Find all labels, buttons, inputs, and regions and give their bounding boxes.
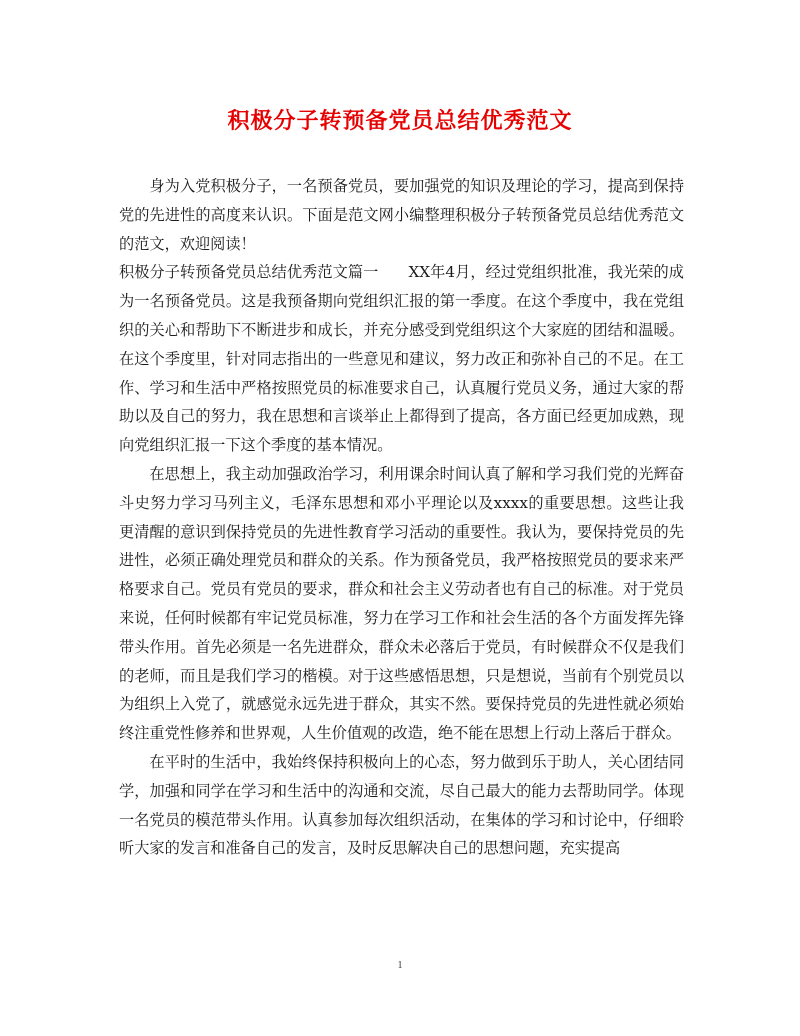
document-title: 积极分子转预备党员总结优秀范文 xyxy=(227,108,573,134)
paragraph-2: 在思想上，我主动加强政治学习，利用课余时间认真了解和学习我们党的光辉奋斗史努力学习马列主义，毛泽东思想和邓小平理论以及xxxx的重要思想。这些让我更清醒的意识到保持党员的先进性教育学习活动的重要性。我认为，要保持党员的先进性，必须正确处理党员和群众的关系。作为预备党员，我严格按照党员的要求来严格要求自己。党员有党员的要求，群众和社会主义劳动者也有自己的标准。对于党员来说，任何时候都有牢记党员标准，努力在学习工作和社会生活的各个方面发挥先锋带头作用。首先必须是一名先进群众，群众未必落后于党员，有时候群众不仅是我们的老师，而且是我们学习的楷模。对于这些感悟思想，只是想说，当前有个别党员以为组织上入党了，就感觉永远先进于群众，其实不然。要保持党员的先进性就必须始终注重党性修养和世界观，人生价值观的改造，绝不能在思想上行动上落后于群众。 xyxy=(119,464,684,743)
intro-paragraph: 身为入党积极分子，一名预备党员，要加强党的知识及理论的学习，提高到保持党的先进性的高度来认识。下面是范文网小编整理积极分子转预备党员总结优秀范文的范文，欢迎阅读！ xyxy=(119,177,684,253)
section-heading: 积极分子转预备党员总结优秀范文篇一 xyxy=(119,263,379,282)
paragraph-3: 在平时的生活中，我始终保持积极向上的心态，努力做到乐于助人，关心团结同学，加强和同学在学习和生活中的沟通和交流，尽自己最大的能力去帮助同学。体现一名党员的模范带头作用。认真参加每次组织活动，在集体的学习和讨论中，仔细聆听大家的发言和准备自己的发言，及时反思解决自己的思想问题，充实提高 xyxy=(119,752,684,858)
document-body xyxy=(119,172,684,863)
section-paragraph xyxy=(119,258,684,460)
paragraph-1: XX年4月，经过党组织批准，我光荣的成为一名预备党员。这是我预备期向党组织汇报的第一季度。在这个季度中，我在党组织的关心和帮助下不断进步和成长，并充分感受到党组织这个大家庭的团结和温暖。在这个季度里，针对同志指出的一些意见和建议，努力改正和弥补自己的不足。在工作、学习和生活中严格按照党员的标准要求自己，认真履行党员义务，通过大家的帮助以及自己的努力，我在思想和言谈举止上都得到了提高，各方面已经更加成熟，现向党组织汇报一下这个季度的基本情况。 xyxy=(119,263,684,455)
page-number: 1 xyxy=(397,960,403,971)
